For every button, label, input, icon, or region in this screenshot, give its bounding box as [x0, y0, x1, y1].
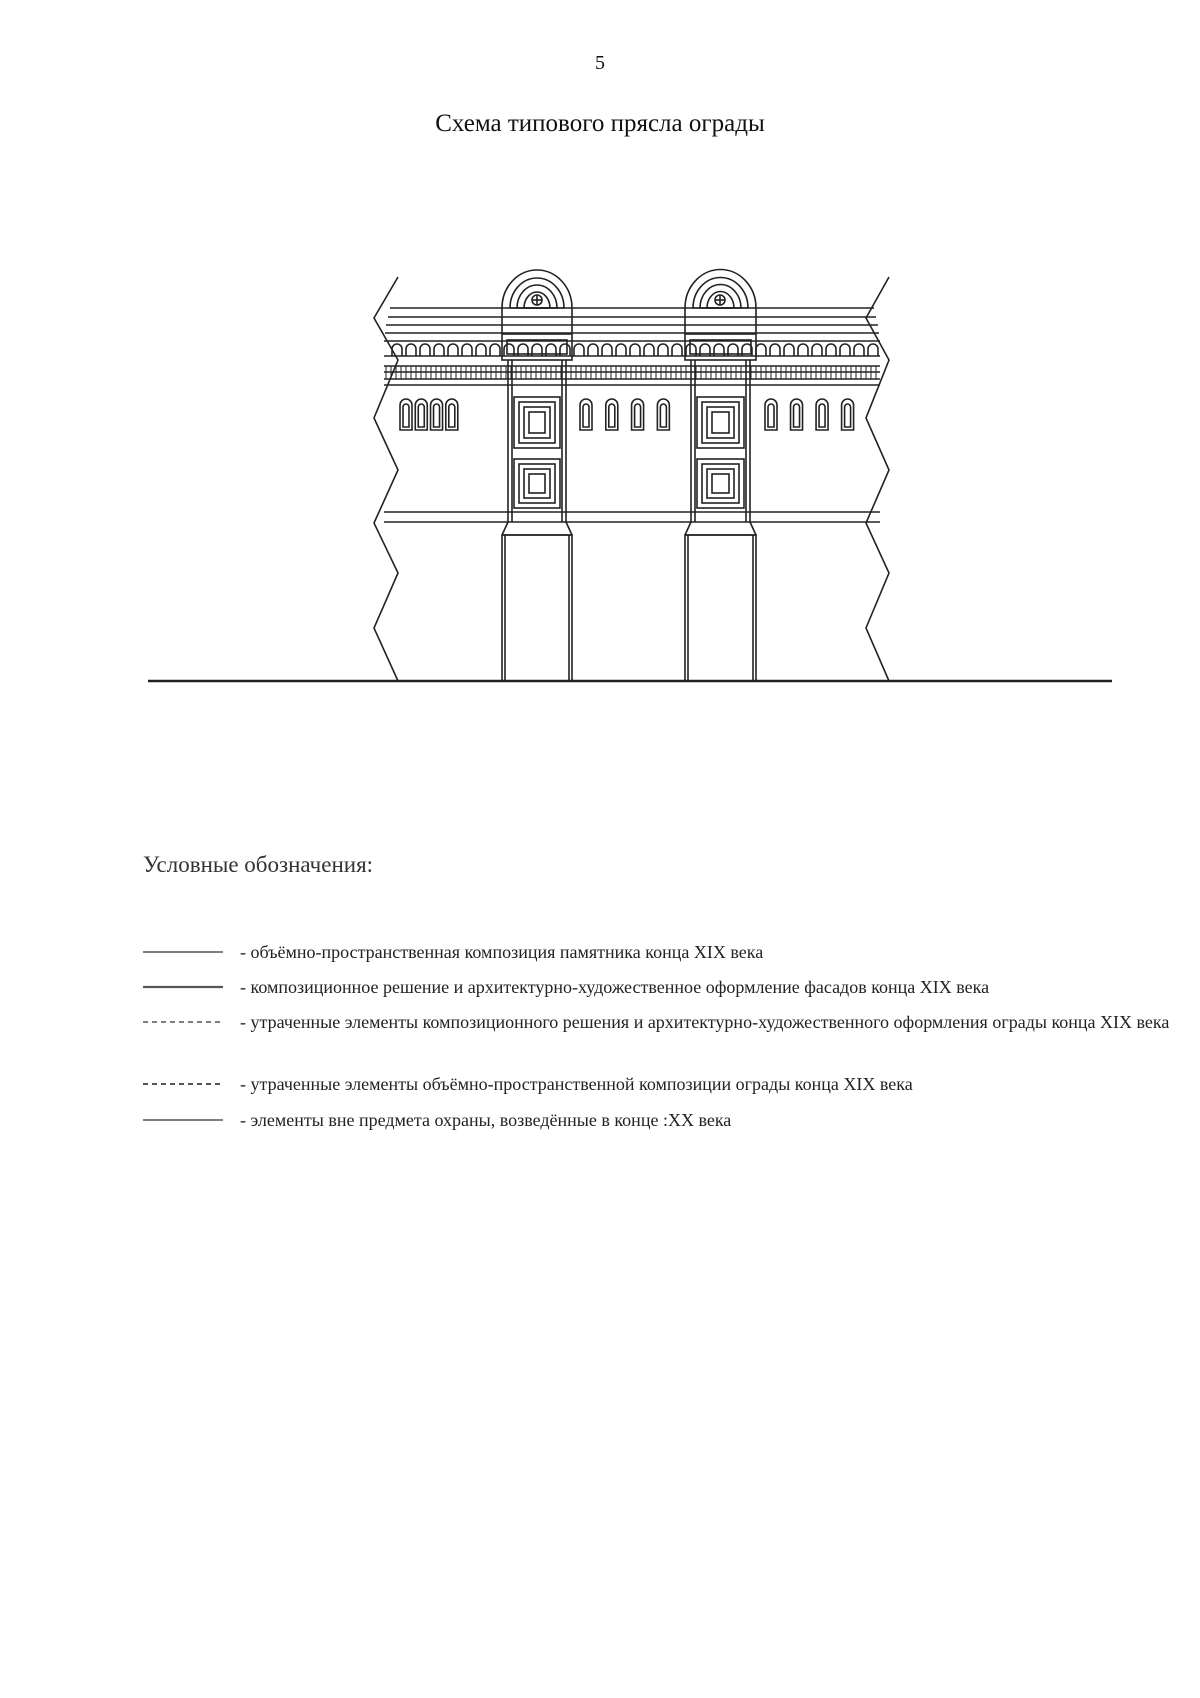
wall-panel [580, 399, 592, 430]
pillar-base [685, 535, 756, 681]
break-line-right [866, 277, 889, 681]
legend-line-solid [143, 1118, 225, 1122]
pillar [685, 270, 756, 682]
wall-panel [400, 399, 412, 430]
wall-panels [400, 399, 854, 430]
legend-line-solid [143, 950, 225, 954]
wall-panel [765, 399, 777, 430]
pillar [502, 270, 572, 681]
pillar-base [502, 535, 572, 681]
legend-line-solid [143, 985, 225, 989]
wall-panel [415, 399, 427, 430]
pillar-square-panel [697, 459, 744, 508]
break-line-left [374, 277, 398, 681]
fence-span-drawing [0, 0, 1200, 720]
legend-item-text: - утраченные элементы композиционного решения и архитектурно-художественного оформления ограды конца XIX века [240, 1012, 1170, 1032]
page-number: 5 [595, 52, 605, 74]
legend-item-text: - элементы вне предмета охраны, возведённые в конце :XX века [240, 1110, 732, 1130]
wall-panel [791, 399, 803, 430]
legend-line-dashed [143, 1020, 225, 1024]
legend-item-text: - утраченные элементы объёмно-пространственной композиции ограды конца XIX века [240, 1074, 913, 1094]
pillars [502, 270, 756, 682]
pillar-square-panel [514, 459, 560, 508]
pillar-square-panel [514, 397, 560, 448]
wall-panel [632, 399, 644, 430]
pillar-square-panel [697, 397, 744, 448]
arcade-frieze [392, 344, 878, 356]
wall-panel [446, 399, 458, 430]
wall-panel [657, 399, 669, 430]
wall-panel [606, 399, 618, 430]
legend-heading: Условные обозначения: [143, 852, 374, 877]
legend-line-dashed [143, 1082, 225, 1086]
wall-panel [842, 399, 854, 430]
legend-item-text: - композиционное решение и архитектурно-художественное оформление фасадов конца XIX века [240, 977, 990, 997]
wall-panel [816, 399, 828, 430]
wall-panel [431, 399, 443, 430]
legend-item-text: - объёмно-пространственная композиция памятника конца XIX века [240, 942, 764, 962]
page-title: Схема типового прясла ограды [435, 110, 765, 137]
